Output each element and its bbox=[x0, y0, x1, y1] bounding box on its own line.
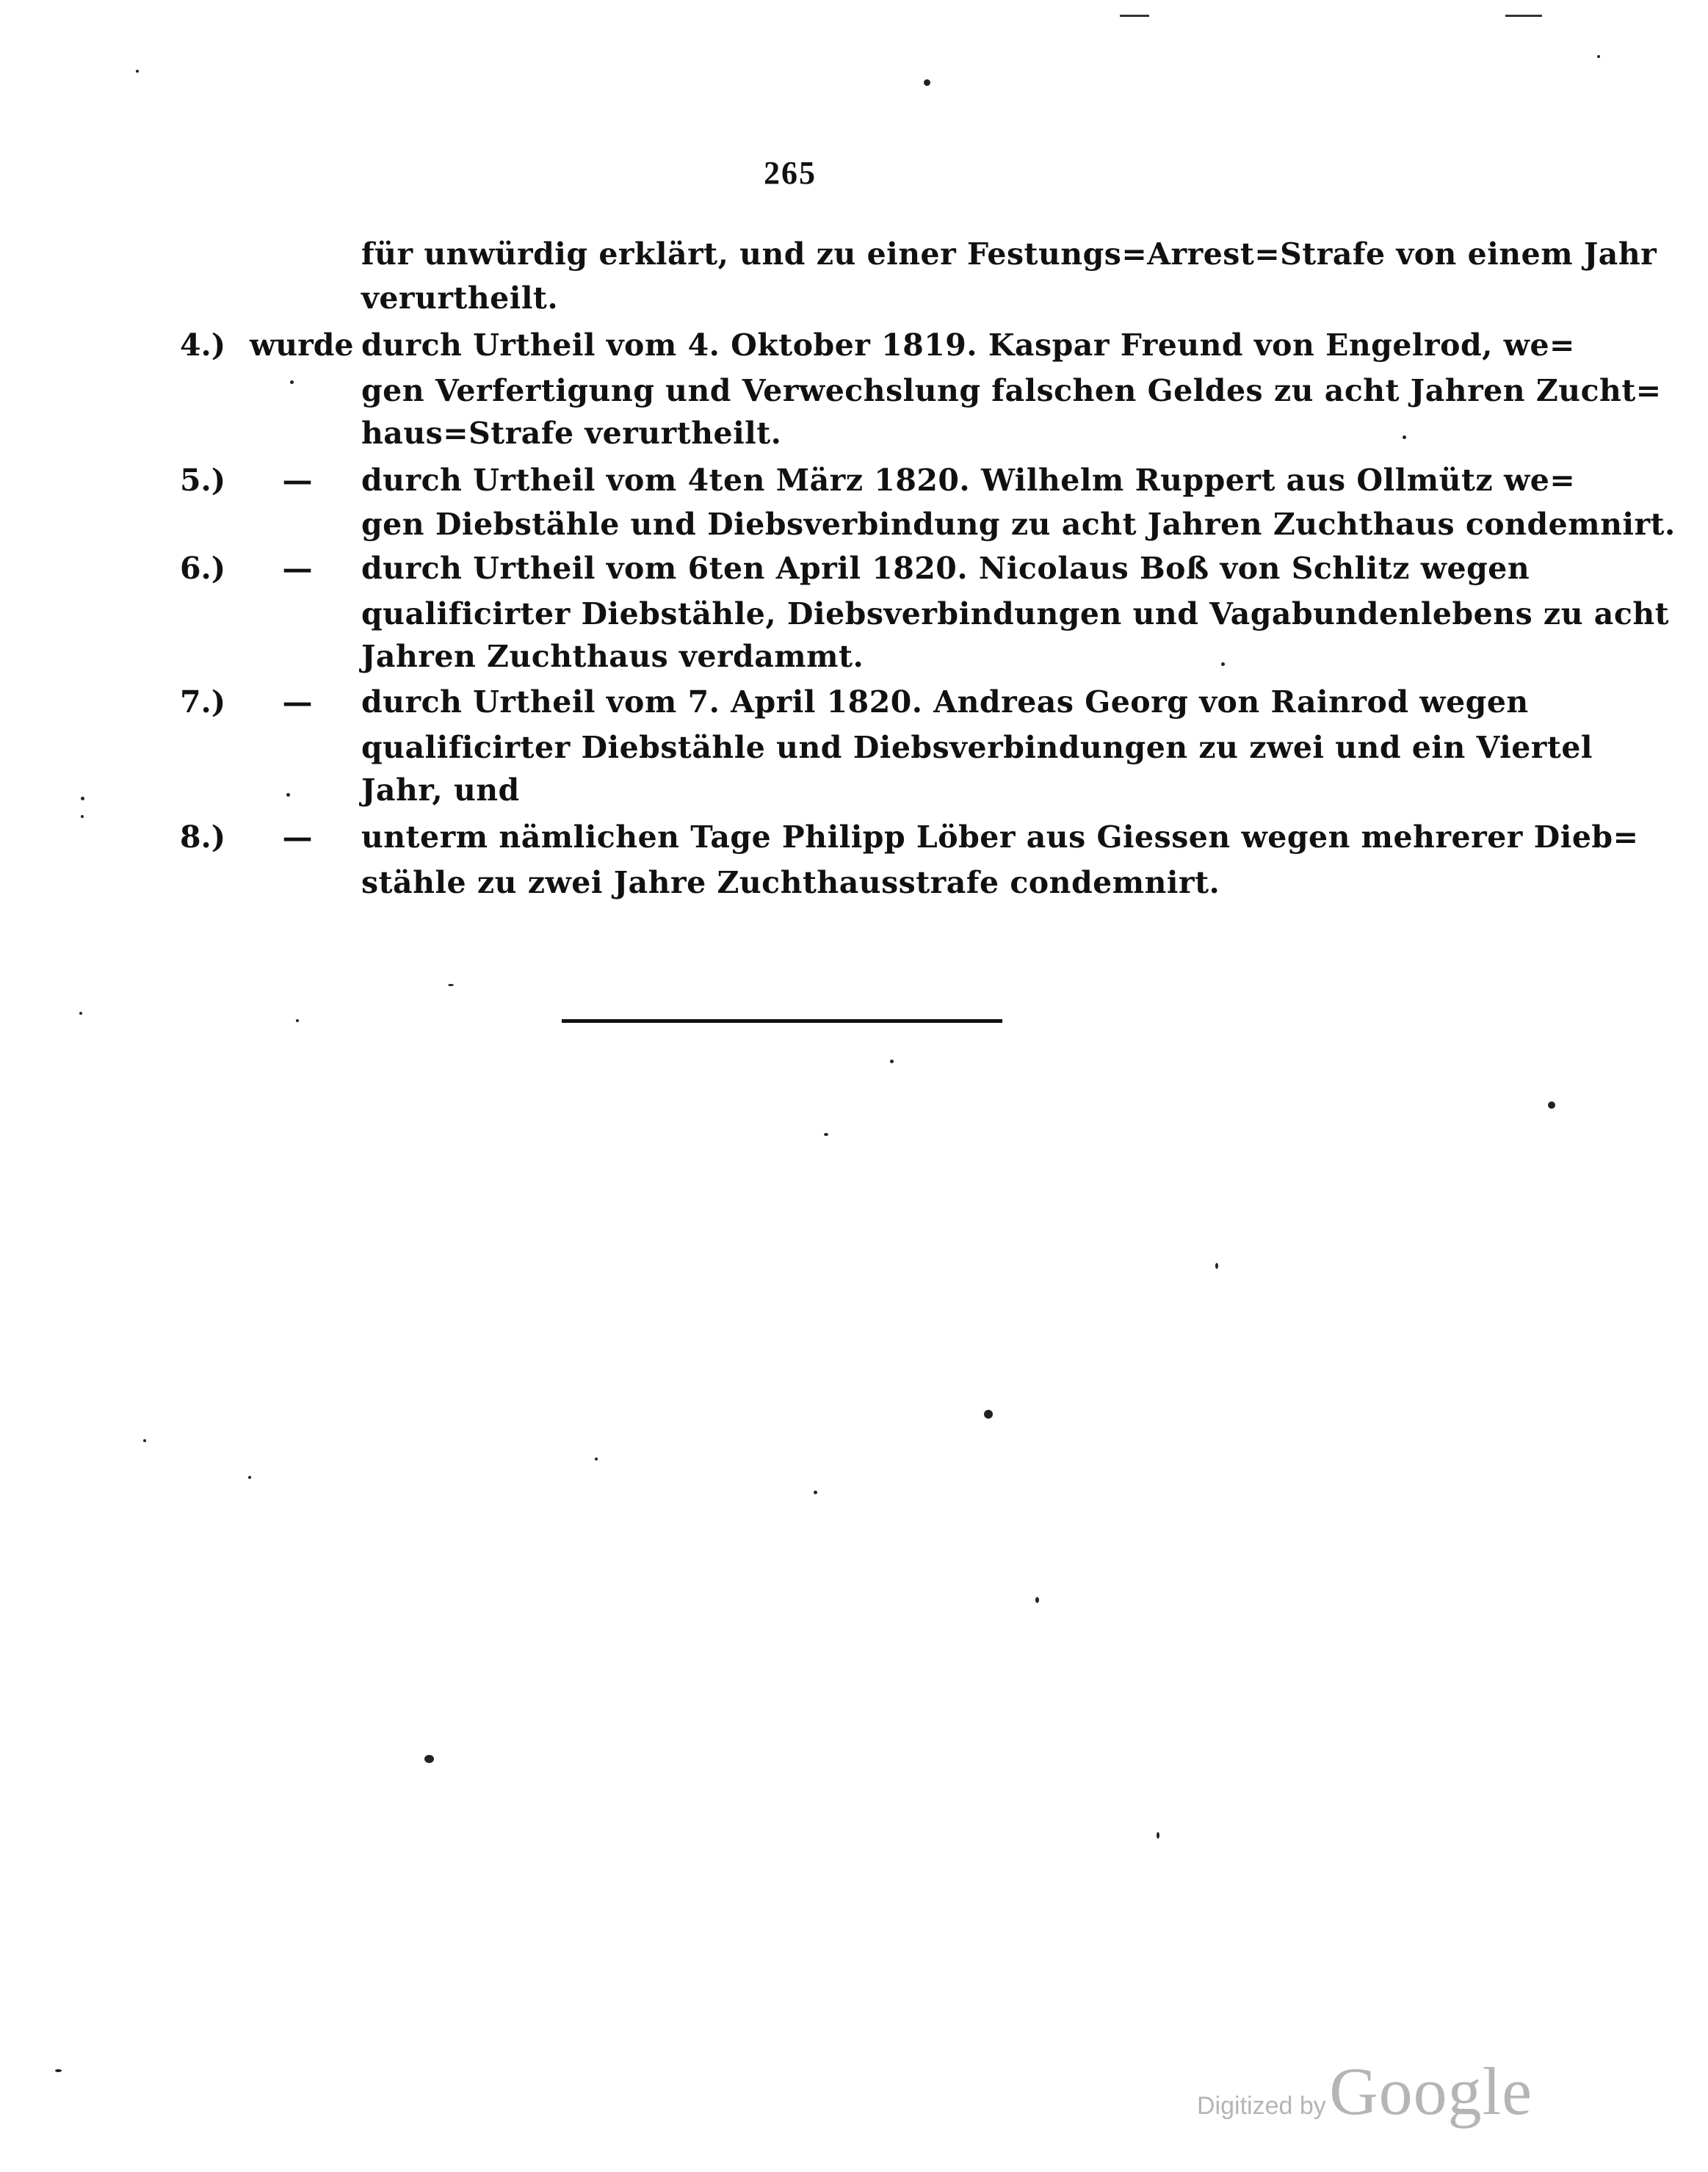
scan-speck bbox=[55, 2069, 62, 2072]
page-number: 265 bbox=[764, 155, 817, 191]
scan-speck bbox=[824, 1133, 828, 1136]
text-line: gen Verfertigung und Verwechslung falschen Geldes zu acht Jahren Zucht= bbox=[361, 373, 1662, 408]
entry-number: 7.) bbox=[180, 684, 226, 720]
scan-speck bbox=[814, 1491, 817, 1494]
scan-speck bbox=[924, 79, 930, 86]
watermark-prefix: Digitized by bbox=[1197, 2092, 1326, 2120]
text-line: Jahren Zuchthaus verdammt. bbox=[361, 639, 864, 674]
scan-speck bbox=[1221, 662, 1225, 666]
scan-speck bbox=[595, 1458, 598, 1460]
text-line: Jahr, und bbox=[361, 772, 520, 808]
scan-speck bbox=[1548, 1101, 1555, 1109]
text-line: qualificirter Diebstähle, Diebsverbindungen und Vagabundenlebens zu acht bbox=[361, 596, 1670, 631]
scan-speck bbox=[1157, 1832, 1159, 1839]
scan-speck bbox=[448, 984, 454, 986]
scan-speck bbox=[984, 1410, 993, 1419]
text-line: durch Urtheil vom 4. Oktober 1819. Kaspar Freund von Engelrod, we= bbox=[361, 327, 1575, 363]
entry-dash: — bbox=[282, 819, 313, 855]
section-divider bbox=[562, 1019, 1002, 1023]
entry-number: 6.) bbox=[180, 551, 226, 586]
text-line: durch Urtheil vom 4ten März 1820. Wilhelm Ruppert aus Ollmütz we= bbox=[361, 463, 1576, 498]
scan-speck bbox=[424, 1755, 434, 1763]
entry-dash: — bbox=[282, 463, 313, 498]
text-line: für unwürdig erklärt, und zu einer Festungs=Arrest=Strafe von einem Jahr bbox=[361, 236, 1657, 272]
text-line: stähle zu zwei Jahre Zuchthausstrafe condemnirt. bbox=[361, 865, 1220, 900]
entry-number: 8.) bbox=[180, 819, 226, 855]
scan-speck bbox=[296, 1019, 299, 1022]
entry-verb: wurde bbox=[250, 327, 354, 363]
scan-speck bbox=[1035, 1597, 1039, 1603]
scan-speck bbox=[136, 70, 139, 73]
entry-dash: — bbox=[282, 684, 313, 720]
scan-speck bbox=[1215, 1263, 1218, 1269]
digitized-watermark bbox=[1197, 2052, 1533, 2130]
text-line: gen Diebstähle und Diebsverbindung zu acht Jahren Zuchthaus condemnirt. bbox=[361, 507, 1676, 542]
scan-speck bbox=[79, 1012, 82, 1015]
scan-speck bbox=[890, 1060, 894, 1063]
text-line: durch Urtheil vom 6ten April 1820. Nicolaus Boß von Schlitz wegen bbox=[361, 551, 1530, 586]
scan-speck bbox=[143, 1439, 146, 1442]
scan-speck bbox=[248, 1476, 251, 1479]
scan-speck bbox=[81, 815, 84, 818]
text-line: verurtheilt. bbox=[361, 280, 559, 316]
scan-speck bbox=[286, 793, 290, 797]
watermark-brand: Google bbox=[1329, 2054, 1533, 2129]
scan-speck bbox=[1403, 435, 1406, 439]
entry-number: 5.) bbox=[180, 463, 226, 498]
entry-number: 4.) bbox=[180, 327, 226, 363]
scan-artifact bbox=[1505, 15, 1542, 17]
text-line: durch Urtheil vom 7. April 1820. Andreas Georg von Rainrod wegen bbox=[361, 684, 1529, 720]
text-line: unterm nämlichen Tage Philipp Löber aus Giessen wegen mehrerer Dieb= bbox=[361, 819, 1639, 855]
text-line: haus=Strafe verurtheilt. bbox=[361, 416, 782, 451]
scan-speck bbox=[1597, 55, 1600, 58]
entry-dash: — bbox=[282, 551, 313, 586]
scan-artifact bbox=[1120, 15, 1149, 17]
scan-speck bbox=[81, 797, 84, 800]
text-line: qualificirter Diebstähle und Diebsverbindungen zu zwei und ein Viertel bbox=[361, 730, 1593, 765]
scan-speck bbox=[290, 380, 294, 384]
